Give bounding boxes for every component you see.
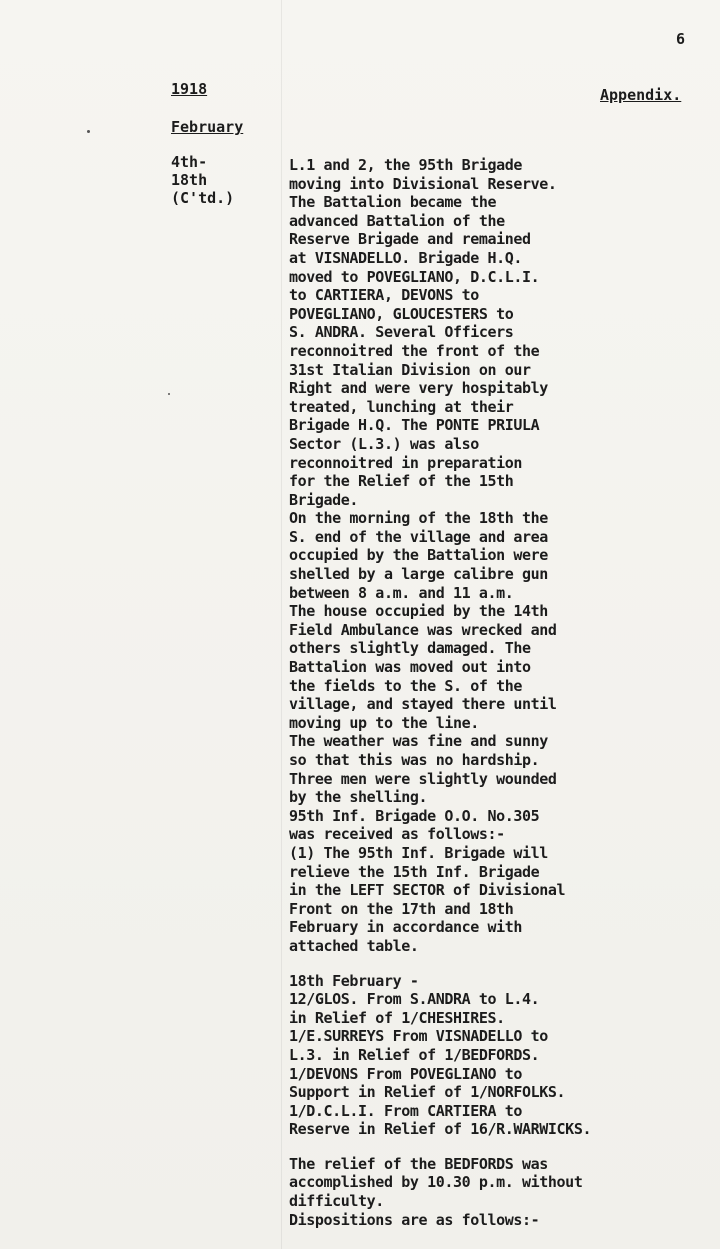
text-line: moving into Divisional Reserve. bbox=[289, 174, 557, 193]
text-line: Support in Relief of 1/NORFOLKS. bbox=[289, 1083, 566, 1102]
text-line: S. end of the village and area bbox=[289, 527, 548, 546]
text-line: treated, lunching at their bbox=[289, 397, 514, 416]
text-line: 31st Italian Division on our bbox=[289, 360, 531, 379]
page-number: 6 bbox=[676, 30, 686, 48]
text-line: was received as follows:- bbox=[289, 825, 505, 844]
date-line: (C'td.) bbox=[171, 189, 235, 207]
paragraph-gap bbox=[289, 956, 709, 972]
text-line: Front on the 17th and 18th bbox=[289, 899, 514, 918]
paragraph-relief-table bbox=[289, 972, 709, 1139]
text-line: others slightly damaged. The bbox=[289, 639, 531, 658]
text-line: village, and stayed there until bbox=[289, 695, 557, 714]
text-line: S. ANDRA. Several Officers bbox=[289, 323, 514, 342]
text-line: attached table. bbox=[289, 936, 419, 955]
text-line: at VISNADELLO. Brigade H.Q. bbox=[289, 248, 523, 267]
paragraph-gap bbox=[289, 1139, 709, 1155]
text-line: so that this was no hardship. bbox=[289, 751, 540, 769]
text-line: The Battalion became the bbox=[289, 193, 497, 212]
text-line: The weather was fine and sunny bbox=[289, 732, 548, 751]
text-line: (1) The 95th Inf. Brigade will bbox=[289, 843, 548, 862]
text-line: the fields to the S. of the bbox=[289, 676, 523, 695]
text-line: by the shelling. bbox=[289, 788, 428, 807]
text-line: moving up to the line. bbox=[289, 713, 479, 732]
text-line: advanced Battalion of the bbox=[289, 211, 505, 230]
text-line: 12/GLOS. From S.ANDRA to L.4. bbox=[289, 990, 540, 1009]
text-line: Brigade. bbox=[289, 490, 359, 509]
text-line: The house occupied by the 14th bbox=[289, 602, 548, 621]
month-heading: February bbox=[171, 118, 244, 136]
year-heading: 1918 bbox=[171, 80, 208, 98]
text-line: Field Ambulance was wrecked and bbox=[289, 620, 557, 639]
diary-entry bbox=[289, 156, 709, 1229]
paper-speck bbox=[168, 393, 170, 395]
text-line: accomplished by 10.30 p.m. without bbox=[289, 1173, 583, 1192]
date-line: 18th bbox=[171, 171, 208, 189]
date-column bbox=[171, 153, 234, 207]
text-line: L.1 and 2, the 95th Brigade bbox=[289, 156, 523, 174]
text-line: relieve the 15th Inf. Brigade bbox=[289, 862, 540, 881]
text-line: shelled by a large calibre gun bbox=[289, 565, 548, 584]
text-line: 1/D.C.L.I. From CARTIERA to bbox=[289, 1101, 523, 1120]
text-line: reconnoitred the front of the bbox=[289, 341, 540, 360]
text-line: for the Relief of the 15th bbox=[289, 472, 514, 491]
text-line: 1/DEVONS From POVEGLIANO to bbox=[289, 1064, 523, 1083]
text-line: Three men were slightly wounded bbox=[289, 769, 557, 788]
text-line: occupied by the Battalion were bbox=[289, 546, 548, 565]
paragraph-dispositions bbox=[289, 1155, 709, 1229]
text-line: moved to POVEGLIANO, D.C.L.I. bbox=[289, 267, 540, 286]
text-line: Right and were very hospitably bbox=[289, 379, 548, 398]
text-line: POVEGLIANO, GLOUCESTERS to bbox=[289, 304, 514, 323]
text-line: difficulty. bbox=[289, 1192, 384, 1211]
appendix-heading: Appendix. bbox=[600, 86, 682, 104]
text-line: February in accordance with bbox=[289, 918, 523, 937]
text-line: 18th February - bbox=[289, 971, 419, 990]
text-line: On the morning of the 18th the bbox=[289, 509, 548, 528]
text-line: Battalion was moved out into bbox=[289, 658, 531, 677]
text-line: in Relief of 1/CHESHIRES. bbox=[289, 1008, 505, 1027]
paper-speck bbox=[87, 130, 90, 133]
text-line: between 8 a.m. and 11 a.m. bbox=[289, 583, 514, 602]
text-line: Reserve in Relief of 16/R.WARWICKS. bbox=[289, 1120, 592, 1139]
date-line: 4th- bbox=[171, 153, 208, 171]
text-line: Dispositions are as follows:- bbox=[289, 1210, 540, 1229]
text-line: in the LEFT SECTOR of Divisional bbox=[289, 881, 566, 900]
text-line: Brigade H.Q. The PONTE PRIULA bbox=[289, 416, 540, 435]
paragraph-narrative bbox=[289, 156, 709, 956]
text-line: 1/E.SURREYS From VISNADELLO to bbox=[289, 1027, 548, 1046]
text-line: The relief of the BEDFORDS was bbox=[289, 1154, 548, 1173]
text-line: Sector (L.3.) was also bbox=[289, 434, 479, 453]
text-line: 95th Inf. Brigade O.O. No.305 bbox=[289, 806, 540, 825]
text-line: reconnoitred in preparation bbox=[289, 453, 523, 472]
text-line: to CARTIERA, DEVONS to bbox=[289, 286, 479, 305]
text-line: L.3. in Relief of 1/BEDFORDS. bbox=[289, 1045, 540, 1064]
text-line: Reserve Brigade and remained bbox=[289, 230, 531, 249]
margin-rule bbox=[281, 0, 282, 1249]
